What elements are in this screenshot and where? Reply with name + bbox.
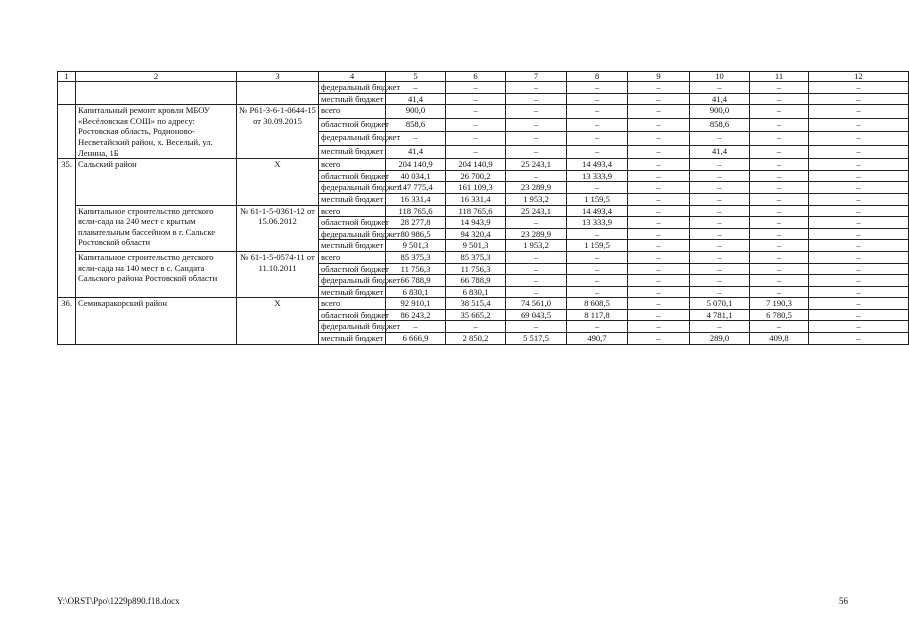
amount-cell: – xyxy=(628,145,690,159)
amount-cell: – xyxy=(628,118,690,131)
amount-cell: – xyxy=(628,333,690,345)
column-number-5: 5 xyxy=(386,72,446,82)
amount-cell: – xyxy=(506,263,567,275)
row-number-cell xyxy=(58,105,76,159)
amount-cell: – xyxy=(809,240,909,252)
table-row xyxy=(58,105,909,118)
amount-cell: 11 756,3 xyxy=(446,263,506,275)
funding-source-cell: местный бюджет xyxy=(319,240,386,252)
amount-cell: – xyxy=(750,240,809,252)
object-name-cell: Капитальный ремонт кровли МБОУ «Весёловская СОШ» по адресу: Ростовская область, Родионово-Несветайский район, х. Веселый, ул. Ленина, 1Б xyxy=(76,105,237,159)
amount-cell: – xyxy=(750,228,809,240)
amount-cell: – xyxy=(567,132,628,145)
amount-cell: 118 765,6 xyxy=(386,205,446,217)
table-row xyxy=(58,159,909,171)
amount-cell: – xyxy=(690,205,750,217)
amount-cell: – xyxy=(690,240,750,252)
amount-cell: – xyxy=(750,263,809,275)
amount-cell: 28 277,8 xyxy=(386,217,446,229)
amount-cell: 74 561,0 xyxy=(506,298,567,310)
amount-cell: – xyxy=(628,286,690,298)
row-number-cell: 35. xyxy=(58,159,76,298)
amount-cell: – xyxy=(567,286,628,298)
amount-cell: – xyxy=(567,145,628,159)
amount-cell: 14 493,4 xyxy=(567,159,628,171)
amount-cell: 41,4 xyxy=(386,145,446,159)
amount-cell: – xyxy=(506,132,567,145)
column-number-6: 6 xyxy=(446,72,506,82)
amount-cell: – xyxy=(750,105,809,118)
column-number-1: 1 xyxy=(58,72,76,82)
amount-cell: 14 493,4 xyxy=(567,205,628,217)
amount-cell: – xyxy=(809,118,909,131)
object-name-cell xyxy=(76,82,237,105)
amount-cell: 6 780,5 xyxy=(750,309,809,321)
funding-source-cell: местный бюджет xyxy=(319,193,386,205)
table-row xyxy=(58,205,909,217)
amount-cell: – xyxy=(750,145,809,159)
amount-cell: – xyxy=(628,170,690,182)
amount-cell: 5 517,5 xyxy=(506,333,567,345)
table-row xyxy=(58,298,909,310)
amount-cell: 86 243,2 xyxy=(386,309,446,321)
amount-cell: – xyxy=(506,321,567,333)
amount-cell: – xyxy=(506,105,567,118)
amount-cell: – xyxy=(446,105,506,118)
funding-source-cell: областной бюджет xyxy=(319,309,386,321)
amount-cell: 6 830,1 xyxy=(386,286,446,298)
amount-cell: – xyxy=(690,132,750,145)
amount-cell: – xyxy=(750,205,809,217)
amount-cell: – xyxy=(506,251,567,263)
amount-cell: 85 375,3 xyxy=(446,251,506,263)
amount-cell: – xyxy=(386,132,446,145)
amount-cell: – xyxy=(567,182,628,194)
amount-cell: – xyxy=(809,205,909,217)
object-name-cell: Семикаракорский район xyxy=(76,298,237,344)
amount-cell: 92 910,1 xyxy=(386,298,446,310)
amount-cell: – xyxy=(628,193,690,205)
column-number-8: 8 xyxy=(567,72,628,82)
funding-source-cell: федеральный бюджет xyxy=(319,82,386,94)
amount-cell: – xyxy=(750,170,809,182)
amount-cell: 11 756,3 xyxy=(386,263,446,275)
amount-cell: – xyxy=(446,132,506,145)
column-number-11: 11 xyxy=(750,72,809,82)
amount-cell: – xyxy=(506,82,567,94)
amount-cell: – xyxy=(628,309,690,321)
amount-cell: 490,7 xyxy=(567,333,628,345)
amount-cell: – xyxy=(809,298,909,310)
document-ref-cell: № 61-1-5-0574-11 от 11.10.2011 xyxy=(237,251,319,297)
amount-cell: – xyxy=(750,82,809,94)
amount-cell: – xyxy=(567,251,628,263)
budget-table xyxy=(57,71,909,345)
amount-cell: 16 331,4 xyxy=(446,193,506,205)
amount-cell: – xyxy=(690,263,750,275)
amount-cell: 204 140,9 xyxy=(386,159,446,171)
amount-cell: – xyxy=(506,170,567,182)
amount-cell: – xyxy=(809,105,909,118)
amount-cell: 26 700,2 xyxy=(446,170,506,182)
amount-cell: 9 501,3 xyxy=(386,240,446,252)
amount-cell: 23 289,9 xyxy=(506,182,567,194)
amount-cell: – xyxy=(690,82,750,94)
document-file-path: Y:\ORST\Ppo\1229p890.f18.docx xyxy=(57,596,180,606)
amount-cell: – xyxy=(809,159,909,171)
amount-cell: 14 943,9 xyxy=(446,217,506,229)
amount-cell: 25 243,1 xyxy=(506,159,567,171)
amount-cell: 161 109,3 xyxy=(446,182,506,194)
amount-cell: 1 159,5 xyxy=(567,240,628,252)
amount-cell: – xyxy=(628,298,690,310)
amount-cell: – xyxy=(628,93,690,105)
amount-cell: – xyxy=(690,251,750,263)
table-body xyxy=(58,82,909,345)
column-number-12: 12 xyxy=(809,72,909,82)
column-number-9: 9 xyxy=(628,72,690,82)
amount-cell: – xyxy=(809,193,909,205)
column-number-4: 4 xyxy=(319,72,386,82)
amount-cell: 900,0 xyxy=(690,105,750,118)
amount-cell: – xyxy=(506,93,567,105)
amount-cell: – xyxy=(386,321,446,333)
document-ref-cell: № Р61-3-6-1-0644-15 от 30.09.2015 xyxy=(237,105,319,159)
row-number-cell: 36. xyxy=(58,298,76,344)
amount-cell: 858,6 xyxy=(690,118,750,131)
funding-source-cell: федеральный бюджет xyxy=(319,132,386,145)
amount-cell: – xyxy=(628,205,690,217)
amount-cell: 25 243,1 xyxy=(506,205,567,217)
funding-source-cell: всего xyxy=(319,205,386,217)
amount-cell: – xyxy=(690,182,750,194)
amount-cell: – xyxy=(628,275,690,287)
amount-cell: – xyxy=(628,159,690,171)
funding-source-cell: областной бюджет xyxy=(319,263,386,275)
amount-cell: – xyxy=(809,182,909,194)
amount-cell: – xyxy=(750,118,809,131)
amount-cell: 289,0 xyxy=(690,333,750,345)
amount-cell: – xyxy=(809,251,909,263)
amount-cell: – xyxy=(690,286,750,298)
amount-cell: – xyxy=(809,228,909,240)
amount-cell: – xyxy=(690,217,750,229)
amount-cell: – xyxy=(506,275,567,287)
amount-cell: – xyxy=(506,217,567,229)
column-number-7: 7 xyxy=(506,72,567,82)
amount-cell: – xyxy=(809,132,909,145)
amount-cell: – xyxy=(809,82,909,94)
amount-cell: 66 788,9 xyxy=(446,275,506,287)
amount-cell: 94 320,4 xyxy=(446,228,506,240)
amount-cell: – xyxy=(446,82,506,94)
funding-source-cell: федеральный бюджет xyxy=(319,228,386,240)
amount-cell: – xyxy=(628,321,690,333)
amount-cell: – xyxy=(690,275,750,287)
amount-cell: – xyxy=(567,263,628,275)
amount-cell: – xyxy=(809,286,909,298)
amount-cell: – xyxy=(809,263,909,275)
amount-cell: 118 765,6 xyxy=(446,205,506,217)
amount-cell: 2 850,2 xyxy=(446,333,506,345)
amount-cell: – xyxy=(690,321,750,333)
amount-cell: – xyxy=(809,170,909,182)
page-number: 56 xyxy=(839,596,848,606)
amount-cell: 8 608,5 xyxy=(567,298,628,310)
amount-cell: – xyxy=(446,118,506,131)
amount-cell: – xyxy=(750,159,809,171)
amount-cell: – xyxy=(750,193,809,205)
object-name-cell: Капитальное строительство детского ясли-сада на 240 мест с крытым плавательным бассейном в г. Сальске Ростовской области xyxy=(76,205,237,251)
amount-cell: – xyxy=(506,145,567,159)
amount-cell: – xyxy=(809,217,909,229)
column-number-2: 2 xyxy=(76,72,237,82)
amount-cell: 41,4 xyxy=(386,93,446,105)
amount-cell: 8 117,8 xyxy=(567,309,628,321)
column-number-row xyxy=(58,72,909,82)
funding-source-cell: местный бюджет xyxy=(319,93,386,105)
row-number-cell xyxy=(58,82,76,105)
amount-cell: – xyxy=(567,321,628,333)
amount-cell: 38 515,4 xyxy=(446,298,506,310)
amount-cell: 1 953,2 xyxy=(506,240,567,252)
document-ref-cell: Х xyxy=(237,159,319,205)
amount-cell: – xyxy=(750,321,809,333)
funding-source-cell: местный бюджет xyxy=(319,333,386,345)
amount-cell: – xyxy=(567,82,628,94)
document-ref-cell: № 61-1-5-0361-12 от 15.06.2012 xyxy=(237,205,319,251)
amount-cell: – xyxy=(567,105,628,118)
amount-cell: – xyxy=(809,93,909,105)
document-ref-cell xyxy=(237,82,319,105)
funding-source-cell: всего xyxy=(319,105,386,118)
funding-source-cell: федеральный бюджет xyxy=(319,182,386,194)
amount-cell: 900,0 xyxy=(386,105,446,118)
amount-cell: – xyxy=(750,217,809,229)
amount-cell: – xyxy=(809,145,909,159)
amount-cell: – xyxy=(750,275,809,287)
object-name-cell: Капитальное строительство детского ясли-сада на 140 мест в с. Сандата Сальского района Ростовской области xyxy=(76,251,237,297)
amount-cell: – xyxy=(809,321,909,333)
amount-cell: 85 375,3 xyxy=(386,251,446,263)
funding-source-cell: областной бюджет xyxy=(319,217,386,229)
amount-cell: – xyxy=(628,132,690,145)
amount-cell: 6 666,9 xyxy=(386,333,446,345)
amount-cell: – xyxy=(628,240,690,252)
amount-cell: – xyxy=(750,132,809,145)
amount-cell: 4 781,1 xyxy=(690,309,750,321)
amount-cell: 6 830,1 xyxy=(446,286,506,298)
amount-cell: 35 665,2 xyxy=(446,309,506,321)
amount-cell: 23 289,9 xyxy=(506,228,567,240)
amount-cell: – xyxy=(690,159,750,171)
amount-cell: – xyxy=(628,82,690,94)
amount-cell: 5 070,1 xyxy=(690,298,750,310)
amount-cell: – xyxy=(750,286,809,298)
amount-cell: – xyxy=(809,275,909,287)
amount-cell: – xyxy=(690,228,750,240)
amount-cell: 858,6 xyxy=(386,118,446,131)
amount-cell: 41,4 xyxy=(690,93,750,105)
object-name-cell: Сальский район xyxy=(76,159,237,205)
amount-cell: 16 331,4 xyxy=(386,193,446,205)
amount-cell: – xyxy=(567,228,628,240)
amount-cell: 40 034,1 xyxy=(386,170,446,182)
amount-cell: – xyxy=(628,182,690,194)
amount-cell: – xyxy=(446,321,506,333)
amount-cell: – xyxy=(446,145,506,159)
amount-cell: – xyxy=(628,228,690,240)
amount-cell: – xyxy=(690,193,750,205)
amount-cell: – xyxy=(506,286,567,298)
funding-source-cell: местный бюджет xyxy=(319,145,386,159)
amount-cell: 80 986,5 xyxy=(386,228,446,240)
amount-cell: – xyxy=(506,118,567,131)
column-number-3: 3 xyxy=(237,72,319,82)
amount-cell: – xyxy=(809,309,909,321)
amount-cell: – xyxy=(567,93,628,105)
amount-cell: – xyxy=(628,217,690,229)
amount-cell: 13 333,9 xyxy=(567,170,628,182)
funding-source-cell: федеральный бюджет xyxy=(319,321,386,333)
amount-cell: – xyxy=(750,182,809,194)
amount-cell: 41,4 xyxy=(690,145,750,159)
funding-source-cell: всего xyxy=(319,159,386,171)
column-number-10: 10 xyxy=(690,72,750,82)
amount-cell: 1 159,5 xyxy=(567,193,628,205)
amount-cell: – xyxy=(628,263,690,275)
amount-cell: – xyxy=(567,275,628,287)
document-ref-cell: Х xyxy=(237,298,319,344)
amount-cell: – xyxy=(628,105,690,118)
amount-cell: 13 333,9 xyxy=(567,217,628,229)
table-row xyxy=(58,82,909,94)
amount-cell: 66 788,9 xyxy=(386,275,446,287)
amount-cell: – xyxy=(690,170,750,182)
funding-source-cell: местный бюджет xyxy=(319,286,386,298)
funding-source-cell: всего xyxy=(319,251,386,263)
amount-cell: 69 043,5 xyxy=(506,309,567,321)
amount-cell: – xyxy=(628,251,690,263)
amount-cell: – xyxy=(809,333,909,345)
amount-cell: 147 775,4 xyxy=(386,182,446,194)
amount-cell: – xyxy=(386,82,446,94)
amount-cell: 409,8 xyxy=(750,333,809,345)
funding-source-cell: всего xyxy=(319,298,386,310)
funding-source-cell: областной бюджет xyxy=(319,170,386,182)
amount-cell: – xyxy=(750,251,809,263)
funding-source-cell: федеральный бюджет xyxy=(319,275,386,287)
table-row xyxy=(58,251,909,263)
funding-source-cell: областной бюджет xyxy=(319,118,386,131)
amount-cell: – xyxy=(446,93,506,105)
amount-cell: – xyxy=(567,118,628,131)
amount-cell: 204 140,9 xyxy=(446,159,506,171)
amount-cell: 9 501,3 xyxy=(446,240,506,252)
amount-cell: 1 953,2 xyxy=(506,193,567,205)
amount-cell: 7 190,3 xyxy=(750,298,809,310)
amount-cell: – xyxy=(750,93,809,105)
